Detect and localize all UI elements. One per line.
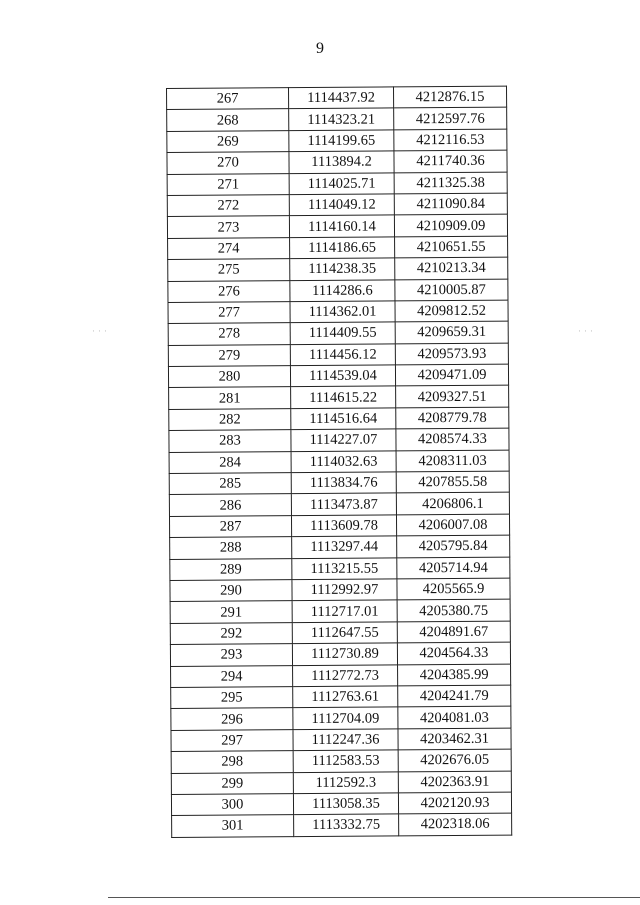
y-coordinate-cell: 4210909.09 — [394, 214, 507, 236]
x-coordinate-cell: 1114049.12 — [289, 194, 394, 216]
x-coordinate-cell: 1113473.87 — [291, 493, 396, 515]
point-number-cell: 286 — [169, 494, 291, 516]
x-coordinate-cell: 1114516.64 — [291, 408, 396, 430]
table-row — [167, 214, 507, 238]
point-number-cell: 273 — [167, 216, 289, 238]
y-coordinate-cell: 4212116.53 — [394, 129, 507, 151]
table-row — [171, 792, 511, 816]
y-coordinate-cell: 4202318.06 — [399, 813, 512, 835]
point-number-cell: 278 — [168, 323, 290, 345]
table-row — [171, 728, 511, 752]
table-row — [169, 386, 509, 410]
point-number-cell: 290 — [170, 580, 292, 602]
table-row — [171, 749, 511, 773]
y-coordinate-cell: 4209812.52 — [395, 300, 508, 322]
x-coordinate-cell: 1112992.97 — [292, 579, 397, 601]
point-number-cell: 274 — [168, 237, 290, 259]
point-number-cell: 294 — [171, 665, 293, 687]
y-coordinate-cell: 4212597.76 — [394, 108, 507, 130]
y-coordinate-cell: 4204891.67 — [397, 621, 510, 643]
table-row — [172, 813, 512, 837]
x-coordinate-cell: 1113332.75 — [294, 814, 399, 836]
table-row — [169, 407, 509, 431]
point-number-cell: 275 — [168, 259, 290, 281]
x-coordinate-cell: 1114437.92 — [289, 87, 394, 109]
y-coordinate-cell: 4210005.87 — [395, 279, 508, 301]
y-coordinate-cell: 4207855.58 — [396, 471, 509, 493]
point-number-cell: 272 — [167, 195, 289, 217]
point-number-cell: 295 — [171, 687, 293, 709]
table-row — [170, 642, 510, 666]
y-coordinate-cell: 4206007.08 — [396, 514, 509, 536]
x-coordinate-cell: 1114238.35 — [290, 258, 395, 280]
scan-artifact-right: ··· — [578, 326, 596, 336]
x-coordinate-cell: 1113297.44 — [292, 536, 397, 558]
table-row — [169, 493, 509, 517]
x-coordinate-cell: 1113058.35 — [293, 793, 398, 815]
x-coordinate-cell: 1112717.01 — [292, 600, 397, 622]
x-coordinate-cell: 1113834.76 — [291, 472, 396, 494]
x-coordinate-cell: 1112592.3 — [293, 771, 398, 793]
point-number-cell: 281 — [169, 387, 291, 409]
table-row — [171, 771, 511, 795]
table-row — [170, 621, 510, 645]
x-coordinate-cell: 1112772.73 — [293, 664, 398, 686]
point-number-cell: 291 — [170, 601, 292, 623]
x-coordinate-cell: 1114032.63 — [291, 451, 396, 473]
point-number-cell: 288 — [170, 537, 292, 559]
page-number: 9 — [316, 40, 324, 57]
table-row — [171, 706, 511, 730]
x-coordinate-cell: 1114323.21 — [289, 108, 394, 130]
x-coordinate-cell: 1114227.07 — [291, 429, 396, 451]
table-row — [169, 428, 509, 452]
point-number-cell: 301 — [172, 815, 294, 837]
y-coordinate-cell: 4211740.36 — [394, 150, 507, 172]
y-coordinate-cell: 4205714.94 — [397, 557, 510, 579]
point-number-cell: 279 — [168, 344, 290, 366]
table-row — [170, 557, 510, 581]
coordinates-table — [166, 86, 512, 838]
x-coordinate-cell: 1114362.01 — [290, 301, 395, 323]
y-coordinate-cell: 4204385.99 — [398, 664, 511, 686]
x-coordinate-cell: 1113894.2 — [289, 151, 394, 173]
x-coordinate-cell: 1113215.55 — [292, 557, 397, 579]
y-coordinate-cell: 4209659.31 — [395, 321, 508, 343]
table-row — [167, 172, 507, 196]
table-row — [170, 535, 510, 559]
point-number-cell: 289 — [170, 558, 292, 580]
table-row — [170, 578, 510, 602]
y-coordinate-cell: 4208574.33 — [396, 428, 509, 450]
point-number-cell: 284 — [169, 451, 291, 473]
x-coordinate-cell: 1112647.55 — [292, 622, 397, 644]
coordinates-table-body — [167, 86, 512, 837]
point-number-cell: 271 — [167, 173, 289, 195]
y-coordinate-cell: 4209573.93 — [395, 343, 508, 365]
table-row — [168, 257, 508, 281]
y-coordinate-cell: 4212876.15 — [393, 86, 506, 108]
point-number-cell: 297 — [171, 729, 293, 751]
table-row — [168, 343, 508, 367]
point-number-cell: 268 — [167, 109, 289, 131]
point-number-cell: 269 — [167, 130, 289, 152]
y-coordinate-cell: 4208311.03 — [396, 450, 509, 472]
y-coordinate-cell: 4205565.9 — [397, 578, 510, 600]
table-row — [167, 150, 507, 174]
point-number-cell: 292 — [170, 622, 292, 644]
table-row — [171, 685, 511, 709]
point-number-cell: 298 — [171, 751, 293, 773]
y-coordinate-cell: 4202120.93 — [398, 792, 511, 814]
table-row — [167, 193, 507, 217]
x-coordinate-cell: 1114186.65 — [290, 237, 395, 259]
table-row — [167, 108, 507, 132]
table-row — [169, 514, 509, 538]
x-coordinate-cell: 1112730.89 — [292, 643, 397, 665]
table-row — [169, 450, 509, 474]
y-coordinate-cell: 4210213.34 — [395, 257, 508, 279]
y-coordinate-cell: 4202676.05 — [398, 749, 511, 771]
y-coordinate-cell: 4211090.84 — [394, 193, 507, 215]
table-row — [168, 321, 508, 345]
y-coordinate-cell: 4206806.1 — [396, 493, 509, 515]
table-row — [168, 279, 508, 303]
x-coordinate-cell: 1112704.09 — [293, 707, 398, 729]
y-coordinate-cell: 4204564.33 — [397, 642, 510, 664]
table-row — [171, 664, 511, 688]
point-number-cell: 282 — [169, 408, 291, 430]
point-number-cell: 296 — [171, 708, 293, 730]
point-number-cell: 293 — [170, 644, 292, 666]
point-number-cell: 300 — [171, 794, 293, 816]
point-number-cell: 280 — [168, 366, 290, 388]
y-coordinate-cell: 4205795.84 — [397, 535, 510, 557]
x-coordinate-cell: 1114409.55 — [290, 322, 395, 344]
bottom-rule — [108, 897, 640, 898]
point-number-cell: 277 — [168, 302, 290, 324]
x-coordinate-cell: 1114539.04 — [290, 365, 395, 387]
x-coordinate-cell: 1113609.78 — [291, 515, 396, 537]
y-coordinate-cell: 4205380.75 — [397, 599, 510, 621]
table-row — [168, 300, 508, 324]
y-coordinate-cell: 4209471.09 — [395, 364, 508, 386]
y-coordinate-cell: 4211325.38 — [394, 172, 507, 194]
y-coordinate-cell: 4204081.03 — [398, 706, 511, 728]
point-number-cell: 287 — [169, 515, 291, 537]
y-coordinate-cell: 4202363.91 — [398, 771, 511, 793]
point-number-cell: 299 — [171, 772, 293, 794]
scan-artifact-left: ··· — [92, 326, 110, 336]
table-row — [167, 129, 507, 153]
x-coordinate-cell: 1114025.71 — [289, 172, 394, 194]
y-coordinate-cell: 4208779.78 — [396, 407, 509, 429]
table-row — [170, 599, 510, 623]
point-number-cell: 285 — [169, 473, 291, 495]
y-coordinate-cell: 4203462.31 — [398, 728, 511, 750]
point-number-cell: 276 — [168, 280, 290, 302]
x-coordinate-cell: 1114286.6 — [290, 279, 395, 301]
table-row — [169, 471, 509, 495]
x-coordinate-cell: 1112247.36 — [293, 729, 398, 751]
x-coordinate-cell: 1114160.14 — [289, 215, 394, 237]
table-row — [168, 236, 508, 260]
y-coordinate-cell: 4204241.79 — [398, 685, 511, 707]
x-coordinate-cell: 1114615.22 — [291, 386, 396, 408]
point-number-cell: 270 — [167, 152, 289, 174]
x-coordinate-cell: 1114456.12 — [290, 344, 395, 366]
x-coordinate-cell: 1112583.53 — [293, 750, 398, 772]
x-coordinate-cell: 1114199.65 — [289, 130, 394, 152]
table-row — [168, 364, 508, 388]
y-coordinate-cell: 4209327.51 — [396, 386, 509, 408]
x-coordinate-cell: 1112763.61 — [293, 686, 398, 708]
y-coordinate-cell: 4210651.55 — [395, 236, 508, 258]
point-number-cell: 283 — [169, 430, 291, 452]
point-number-cell: 267 — [167, 88, 289, 110]
table-row — [167, 86, 507, 110]
